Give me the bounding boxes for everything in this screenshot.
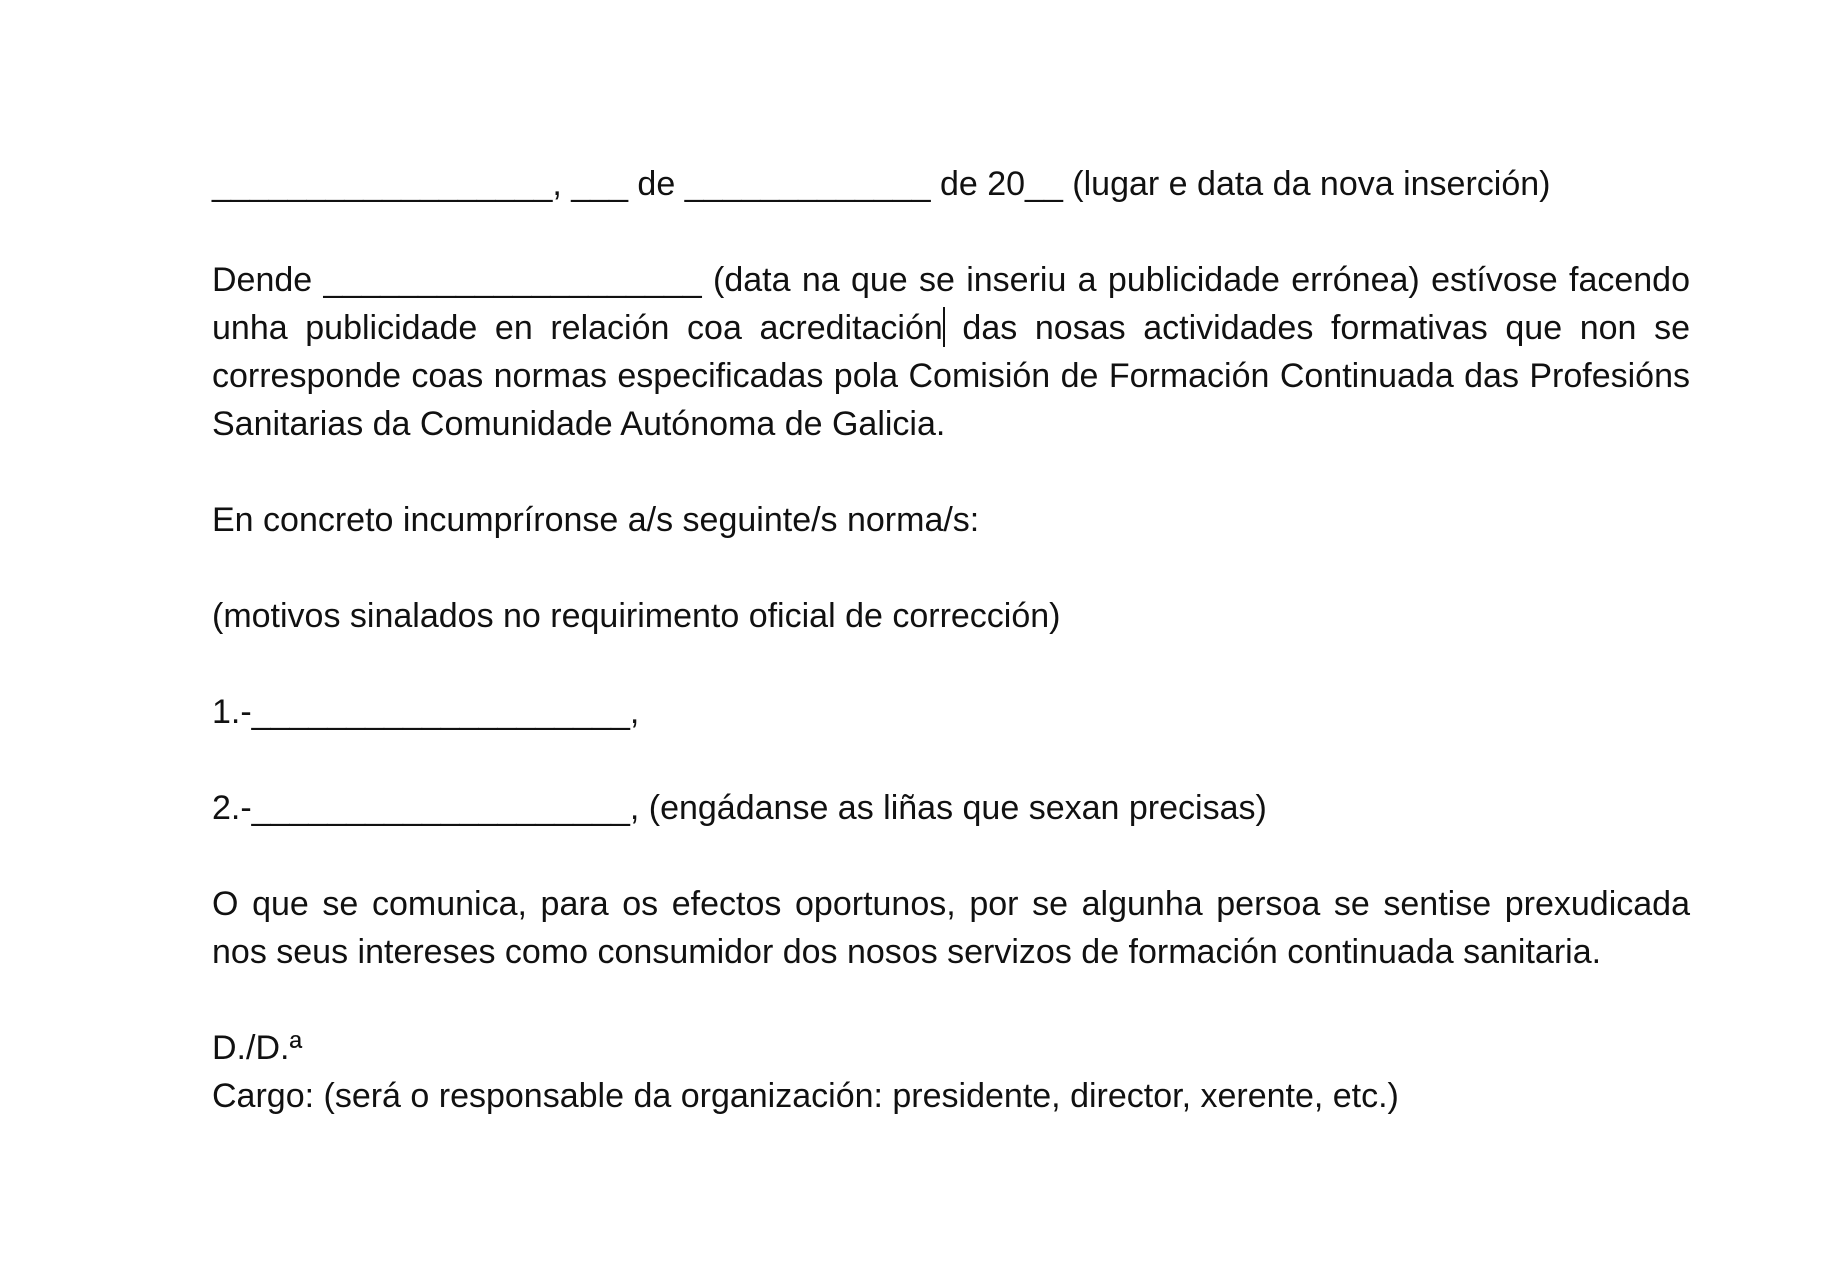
list-item-2: 2.-____________________, (engádanse as liñas que sexan precisas) — [212, 789, 1267, 827]
norms-intro: En concreto incumpríronse a/s seguinte/s norma/s: — [212, 501, 980, 539]
spacer — [212, 736, 1690, 784]
intro-paragraph — [212, 256, 1690, 448]
closing-paragraph: O que se comunica, para os efectos oportunos, por se algunha persoa se sentise prexudicada nos seus intereses como consumidor dos nosos servizos de formación continuada sanitaria. — [212, 885, 1690, 971]
signature-name: D./D.ª — [212, 1029, 303, 1067]
intro-paragraph-part2: das nosas actividades formativas que non se corresponde coas normas especificadas pola Comisión de Formación Continuada das Profesións Sanitarias da Comunidade Autónoma de Galicia. — [212, 309, 1690, 443]
spacer — [212, 832, 1690, 880]
spacer — [212, 448, 1690, 496]
list-item-1: 1.-____________________, — [212, 693, 640, 731]
spacer — [212, 544, 1690, 592]
spacer — [212, 976, 1690, 1024]
reasons-note: (motivos sinalados no requirimento oficial de corrección) — [212, 597, 1061, 635]
spacer — [212, 208, 1690, 256]
intro-paragraph-part1: Dende ____________________ (data na que se inseriu a publicidade errónea) estívose facendo unha publicidade en relación coa acreditación — [212, 261, 1690, 347]
signature-role: Cargo: (será o responsable da organización: presidente, director, xerente, etc.) — [212, 1077, 1399, 1115]
document-body — [212, 160, 1690, 1120]
spacer — [212, 640, 1690, 688]
date-place-line: __________________, ___ de _____________ de 20__ (lugar e data da nova inserción) — [212, 165, 1551, 203]
